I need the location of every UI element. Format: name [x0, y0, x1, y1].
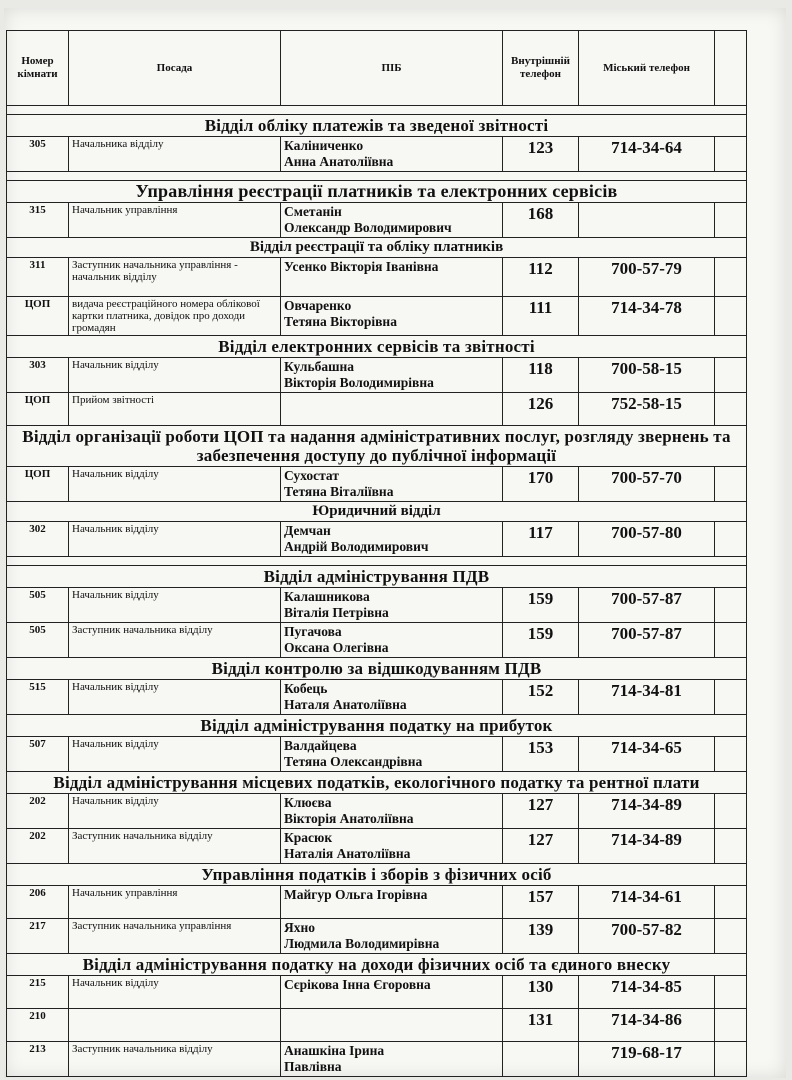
- phone-directory-table: [6, 30, 747, 1077]
- internal-phone: 131: [503, 1009, 579, 1042]
- section-title: Відділ адміністрування місцевих податків, екологічного податку та рентної плати: [7, 772, 747, 794]
- surname: Сєрікова Інна Єгоровна: [284, 977, 431, 992]
- city-phone: 700-58-15: [579, 358, 715, 393]
- section-title: Відділ адміністрування податку на прибуток: [7, 715, 747, 737]
- city-phone: 714-34-64: [579, 137, 715, 172]
- room-number: ЦОП: [7, 393, 69, 426]
- table-row: [7, 623, 747, 658]
- internal-phone: 127: [503, 829, 579, 864]
- table-row: [7, 358, 747, 393]
- internal-phone: 123: [503, 137, 579, 172]
- position: Начальник відділу: [69, 680, 281, 715]
- internal-phone: 130: [503, 976, 579, 1009]
- header-name: ПІБ: [281, 31, 503, 106]
- full-name: [281, 522, 503, 557]
- table-row: [7, 137, 747, 172]
- table-row: [7, 297, 747, 336]
- surname: Сметанін: [284, 204, 342, 219]
- given-names: Тетяна Олександрівна: [284, 754, 423, 769]
- city-phone: 700-57-87: [579, 623, 715, 658]
- position: Заступник начальника управління: [69, 919, 281, 954]
- table-row: [7, 393, 747, 426]
- section-header: [7, 426, 747, 467]
- header-internal-phone: Внутрішній телефон: [503, 31, 579, 106]
- room-number: ЦОП: [7, 467, 69, 502]
- position: Начальник управління: [69, 886, 281, 919]
- given-names: Тетяна Віталіївна: [284, 484, 394, 499]
- internal-phone: [503, 1042, 579, 1077]
- table-row: [7, 467, 747, 502]
- internal-phone: 127: [503, 794, 579, 829]
- given-names: Наталя Анатоліївна: [284, 697, 407, 712]
- section-header: [7, 658, 747, 680]
- section-title: Управління податків і зборів з фізичних осіб: [7, 864, 747, 886]
- position: Заступник начальника управління - начальник відділу: [69, 258, 281, 297]
- section-title: Відділ організації роботи ЦОП та надання адміністративних послуг, розгляду звернень та забезпечення доступу до публічної інформації: [7, 426, 747, 467]
- position: Заступник начальника відділу: [69, 829, 281, 864]
- given-names: Людмила Володимирівна: [284, 936, 440, 951]
- internal-phone: 168: [503, 203, 579, 238]
- city-phone: [579, 203, 715, 238]
- city-phone: 714-34-86: [579, 1009, 715, 1042]
- full-name: [281, 680, 503, 715]
- section-header: [7, 502, 747, 522]
- room-number: 210: [7, 1009, 69, 1042]
- given-names: Вікторія Анатоліївна: [284, 811, 414, 826]
- room-number: 206: [7, 886, 69, 919]
- city-phone: 714-34-61: [579, 886, 715, 919]
- full-name: [281, 623, 503, 658]
- header-position: Посада: [69, 31, 281, 106]
- given-names: Віталія Петрівна: [284, 605, 389, 620]
- room-number: 505: [7, 623, 69, 658]
- room-number: 507: [7, 737, 69, 772]
- full-name: [281, 919, 503, 954]
- city-phone: 714-34-89: [579, 829, 715, 864]
- surname: Красюк: [284, 830, 333, 845]
- surname: Майгур Ольга Ігорівна: [284, 887, 428, 902]
- table-row: [7, 886, 747, 919]
- given-names: Павлівна: [284, 1059, 342, 1074]
- table-row: [7, 737, 747, 772]
- full-name: [281, 588, 503, 623]
- section-title: Відділ реєстрації та обліку платників: [7, 238, 747, 258]
- section-title: Юридичний відділ: [7, 502, 747, 522]
- city-phone: 714-34-78: [579, 297, 715, 336]
- room-number: ЦОП: [7, 297, 69, 336]
- section-header: [7, 336, 747, 358]
- surname: Калашникова: [284, 589, 370, 604]
- surname: Валдайцева: [284, 738, 357, 753]
- city-phone: 700-57-80: [579, 522, 715, 557]
- city-phone: 752-58-15: [579, 393, 715, 426]
- given-names: Андрій Володимирович: [284, 539, 429, 554]
- room-number: 315: [7, 203, 69, 238]
- given-names: Вікторія Володимирівна: [284, 375, 434, 390]
- full-name: [281, 1009, 503, 1042]
- table-row: [7, 829, 747, 864]
- room-number: 302: [7, 522, 69, 557]
- city-phone: 700-57-82: [579, 919, 715, 954]
- table-row: [7, 680, 747, 715]
- room-number: 215: [7, 976, 69, 1009]
- surname: Яхно: [284, 920, 316, 935]
- section-title: Відділ обліку платежів та зведеної звітності: [7, 115, 747, 137]
- surname: Сухостат: [284, 468, 339, 483]
- full-name: [281, 358, 503, 393]
- header-city-phone: Міський телефон: [579, 31, 715, 106]
- room-number: 213: [7, 1042, 69, 1077]
- given-names: Олександр Володимирович: [284, 220, 452, 235]
- surname: Овчаренко: [284, 298, 352, 313]
- room-number: 305: [7, 137, 69, 172]
- surname: Пугачова: [284, 624, 342, 639]
- table-row: [7, 258, 747, 297]
- position: Начальник відділу: [69, 467, 281, 502]
- surname: Демчан: [284, 523, 331, 538]
- document-sheet: [4, 8, 786, 1078]
- surname: Кульбашна: [284, 359, 355, 374]
- room-number: 217: [7, 919, 69, 954]
- city-phone: 714-34-65: [579, 737, 715, 772]
- internal-phone: 126: [503, 393, 579, 426]
- position: Начальник відділу: [69, 794, 281, 829]
- internal-phone: 170: [503, 467, 579, 502]
- position: Начальник відділу: [69, 522, 281, 557]
- room-number: 505: [7, 588, 69, 623]
- given-names: Анна Анатоліївна: [284, 154, 394, 169]
- position: видача реєстраційного номера облікової картки платника, довідок про доходи громадян: [69, 297, 281, 336]
- full-name: [281, 976, 503, 1009]
- internal-phone: 157: [503, 886, 579, 919]
- city-phone: 714-34-85: [579, 976, 715, 1009]
- section-header: [7, 715, 747, 737]
- section-header: [7, 864, 747, 886]
- room-number: 515: [7, 680, 69, 715]
- surname: Клюєва: [284, 795, 332, 810]
- room-number: 202: [7, 829, 69, 864]
- section-header: [7, 566, 747, 588]
- city-phone: 714-34-81: [579, 680, 715, 715]
- header-extra: [715, 31, 747, 106]
- internal-phone: 112: [503, 258, 579, 297]
- internal-phone: 111: [503, 297, 579, 336]
- table-row: [7, 203, 747, 238]
- section-header: [7, 115, 747, 137]
- city-phone: 714-34-89: [579, 794, 715, 829]
- surname: Усенко Вікторія Іванівна: [284, 259, 439, 274]
- section-header: [7, 772, 747, 794]
- position: Прийом звітності: [69, 393, 281, 426]
- section-header: [7, 238, 747, 258]
- position: Начальник відділу: [69, 737, 281, 772]
- section-title: Управління реєстрації платників та електронних сервісів: [7, 181, 747, 203]
- table-row: [7, 522, 747, 557]
- internal-phone: 159: [503, 623, 579, 658]
- internal-phone: 153: [503, 737, 579, 772]
- full-name: [281, 393, 503, 426]
- position: Начальника відділу: [69, 137, 281, 172]
- position: Начальник відділу: [69, 976, 281, 1009]
- header-row: [7, 31, 747, 106]
- surname: Анашкіна Ірина: [284, 1043, 385, 1058]
- full-name: [281, 1042, 503, 1077]
- internal-phone: 118: [503, 358, 579, 393]
- city-phone: 700-57-87: [579, 588, 715, 623]
- city-phone: 700-57-70: [579, 467, 715, 502]
- room-number: 303: [7, 358, 69, 393]
- table-row: [7, 588, 747, 623]
- surname: Кобець: [284, 681, 328, 696]
- internal-phone: 139: [503, 919, 579, 954]
- surname: Каліниченко: [284, 138, 364, 153]
- full-name: [281, 737, 503, 772]
- room-number: 202: [7, 794, 69, 829]
- position: Заступник начальника відділу: [69, 1042, 281, 1077]
- section-title: Відділ адміністрування ПДВ: [7, 566, 747, 588]
- table-row: [7, 1042, 747, 1077]
- position: [69, 1009, 281, 1042]
- given-names: Тетяна Вікторівна: [284, 314, 397, 329]
- full-name: [281, 137, 503, 172]
- header-room: Номер кімнати: [7, 31, 69, 106]
- full-name: [281, 203, 503, 238]
- section-title: Відділ контролю за відшкодуванням ПДВ: [7, 658, 747, 680]
- given-names: Наталія Анатоліївна: [284, 846, 411, 861]
- position: Начальник відділу: [69, 358, 281, 393]
- full-name: [281, 794, 503, 829]
- table-row: [7, 919, 747, 954]
- table-row: [7, 794, 747, 829]
- full-name: [281, 297, 503, 336]
- section-title: Відділ електронних сервісів та звітності: [7, 336, 747, 358]
- full-name: [281, 886, 503, 919]
- full-name: [281, 258, 503, 297]
- given-names: Оксана Олегівна: [284, 640, 389, 655]
- internal-phone: 152: [503, 680, 579, 715]
- full-name: [281, 829, 503, 864]
- full-name: [281, 467, 503, 502]
- city-phone: 700-57-79: [579, 258, 715, 297]
- internal-phone: 117: [503, 522, 579, 557]
- section-title: Відділ адміністрування податку на доходи фізичних осіб та єдиного внеску: [7, 954, 747, 976]
- table-row: [7, 976, 747, 1009]
- section-header: [7, 181, 747, 203]
- table-row: [7, 1009, 747, 1042]
- position: Заступник начальника відділу: [69, 623, 281, 658]
- position: Начальник управління: [69, 203, 281, 238]
- internal-phone: 159: [503, 588, 579, 623]
- position: Начальник відділу: [69, 588, 281, 623]
- city-phone: 719-68-17: [579, 1042, 715, 1077]
- room-number: 311: [7, 258, 69, 297]
- section-header: [7, 954, 747, 976]
